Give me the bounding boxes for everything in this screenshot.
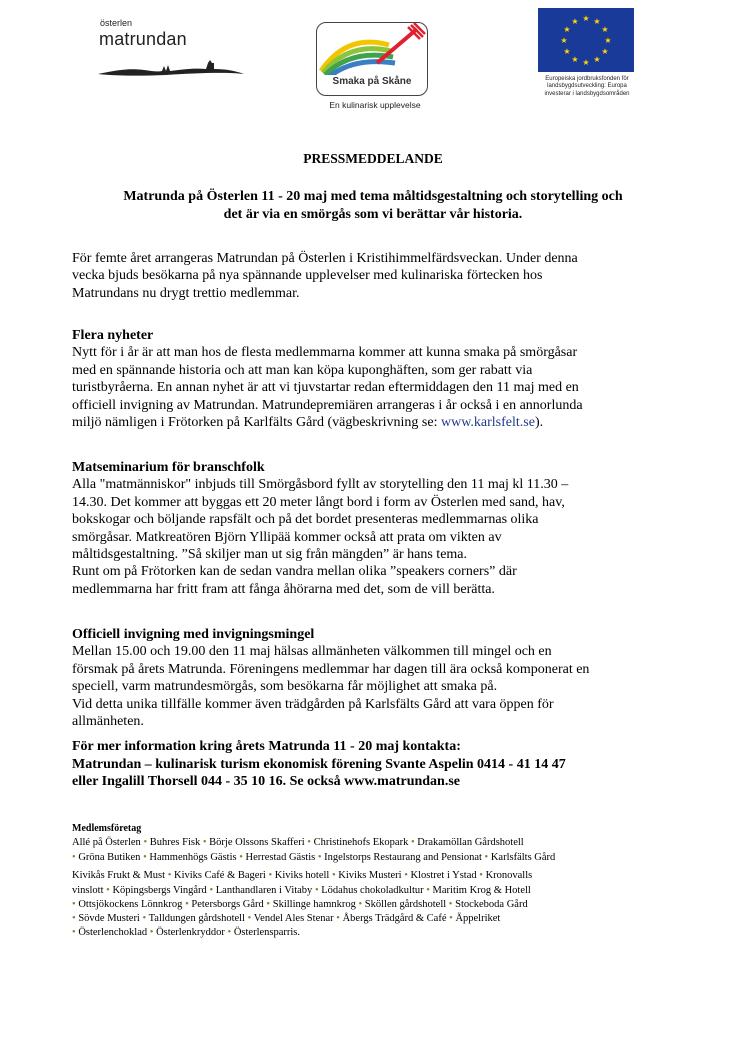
svg-text:★: ★	[560, 36, 568, 45]
headline-line: Matrunda på Österlen 11 - 20 maj med tema måltidsgestaltning och storytelling och	[123, 189, 623, 204]
bullet-separator: •	[423, 885, 433, 896]
logo-smaka-pa-skane	[310, 14, 440, 110]
logo-smaka-frame	[316, 22, 428, 96]
section-line: Mellan 15.00 och 19.00 den 11 maj hälsas allmänheten välkommen till mingel och en	[72, 644, 552, 660]
member-name: Österlensparris.	[233, 927, 301, 938]
member-name: Petersborgs Gård	[191, 899, 264, 910]
bullet-separator: •	[72, 913, 79, 924]
logo-smaka-brand: Smaka på Skåne	[332, 76, 412, 87]
section-line-text: miljö nämligen i Frötorken på Karlfälts Gård (vägbeskrivning se:	[72, 415, 441, 431]
section-line: smörgåsar. Matkreatören Björn Yllipää kommer också att prata om vikten av	[72, 529, 502, 545]
member-name: Maritim Krog & Hotell	[432, 885, 531, 896]
member-name: Lanthandlaren i Vitaby	[215, 885, 313, 896]
headline-line: det är via en smörgås som vi berättar vår historia.	[223, 206, 523, 222]
section-line: turistbyråerna. En annan nyhet är att vi tjuvstartar redan eftermiddagen den 11 maj med en	[72, 380, 579, 396]
member-name: Äppelriket	[455, 913, 501, 924]
bullet-separator: •	[304, 837, 314, 848]
members-line	[72, 898, 528, 911]
logo-eu	[534, 8, 644, 100]
section-line: måltidsgestaltning. ”Så skiljer man ut sig från mängden” är hans tema.	[72, 547, 468, 563]
member-name: Drakamöllan Gårdshotell	[417, 837, 524, 848]
member-name: Österlenkryddor	[156, 927, 225, 938]
bullet-separator: •	[139, 913, 149, 924]
member-name: Karlsfälts Gård	[490, 852, 556, 863]
member-name: Österlenchoklad	[78, 927, 148, 938]
bullet-separator: •	[236, 852, 246, 863]
member-name: Åbergs Trädgård & Café	[342, 913, 447, 924]
svg-text:★: ★	[582, 58, 590, 67]
member-name: Börje Olssons Skafferi	[209, 837, 305, 848]
eu-caption-line: Europeiska jordbruksfonden för	[545, 76, 629, 82]
member-name: Sövde Musteri	[78, 913, 140, 924]
members-line	[72, 851, 555, 864]
bullet-separator: •	[244, 913, 254, 924]
eu-caption-line: investerar i landsbygdsområden	[544, 90, 630, 97]
section-line: Alla "matmänniskor" inbjuds till Smörgåsbord fyllt av storytelling den 11 maj kl 11.30 –	[72, 477, 569, 493]
section-line: Runt om på Frötorken kan de sedan vandra mellan olika ”speakers corners” där	[72, 564, 517, 580]
member-name: Christinehofs Ekopark	[313, 837, 409, 848]
eu-flag-icon	[538, 8, 634, 72]
member-name: Hammenhögs Gästis	[149, 852, 237, 863]
section-line-text: ).	[534, 415, 544, 431]
members-line	[72, 926, 300, 939]
section-line: medlemmarna har fritt fram att fånga åhörarna med det, som de vill berätta.	[72, 581, 495, 597]
member-name: Stockeboda Gård	[455, 899, 528, 910]
eu-caption-line: landsbygdsutveckling: Europa	[547, 83, 627, 90]
bullet-separator: •	[446, 913, 456, 924]
member-name: vinslott	[72, 885, 104, 896]
bullet-separator: •	[224, 927, 234, 938]
bullet-separator: •	[312, 885, 322, 896]
members-line	[72, 912, 500, 925]
contact-info	[72, 738, 692, 791]
members-line	[72, 869, 532, 882]
eu-stars-icon	[538, 8, 634, 72]
bullet-separator: •	[401, 870, 411, 881]
section-heading: Matseminarium för branschfolk	[72, 460, 265, 475]
member-name: Herrestad Gästis	[245, 852, 316, 863]
svg-text:★: ★	[604, 36, 612, 45]
section-flera-nyheter	[72, 327, 682, 431]
logo-matrundan-text: matrundan	[99, 29, 187, 49]
bullet-separator: •	[206, 885, 216, 896]
bullet-separator: •	[140, 852, 150, 863]
svg-text:★: ★	[593, 17, 601, 26]
bullet-separator: •	[103, 885, 113, 896]
bullet-separator: •	[147, 927, 157, 938]
svg-text:★: ★	[601, 47, 609, 56]
member-name: Kivikås Frukt & Must	[72, 870, 166, 881]
section-line: 14.30. Det kommer att byggas ett 20 meter långt bord i form av Österlen med sand, hav,	[72, 494, 565, 510]
bullet-separator: •	[265, 870, 275, 881]
contact-line: För mer information kring årets Matrunda 11 - 20 maj kontakta:	[72, 739, 461, 754]
bullet-separator: •	[315, 852, 325, 863]
member-name: Ingelstorps Restaurang and Pensionat	[324, 852, 482, 863]
section-heading: Officiell invigning med invigningsmingel	[72, 627, 315, 642]
bullet-separator: •	[355, 899, 365, 910]
bullet-separator: •	[333, 913, 343, 924]
bullet-separator: •	[329, 870, 339, 881]
section-line: med en spännande historia och att man kan köpa kuponghäften, som ger rabatt via	[72, 362, 533, 378]
intro-line: vecka bjuds besökarna på nya spännande upplevelser med kulinariska förtecken hos	[72, 268, 543, 284]
svg-text:★: ★	[571, 55, 579, 64]
section-officiell-invigning	[72, 626, 682, 730]
bullet-separator: •	[263, 899, 273, 910]
svg-text:★: ★	[582, 14, 590, 23]
bullet-separator: •	[182, 899, 192, 910]
section-line: försmak på årets Matrunda. Föreningens medlemmar har dagen till ära också komponerat en	[72, 661, 590, 677]
contact-line: eller Ingalill Thorsell 044 - 35 10 16. Se också www.matrundan.se	[72, 774, 461, 790]
bullet-separator: •	[446, 899, 456, 910]
member-name: Skillinge hamnkrog	[272, 899, 356, 910]
logo-matrundan	[96, 16, 246, 82]
section-line: speciell, varm matrundesmörgås, som besökarna får möjlighet att smaka på.	[72, 679, 498, 695]
member-name: Köpingsbergs Vingård	[112, 885, 207, 896]
section-line: officiell invigning av Matrundan. Matrundepremiären arrangeras i år också i en annorlunda	[72, 397, 583, 413]
intro-line: För femte året arrangeras Matrundan på Österlen i Kristihimmelfärdsveckan. Under denna	[72, 251, 578, 266]
bullet-separator: •	[476, 870, 486, 881]
press-release-label: PRESSMEDDELANDE	[303, 151, 443, 166]
svg-text:★: ★	[571, 17, 579, 26]
svg-text:★: ★	[601, 25, 609, 34]
svg-text:★: ★	[563, 25, 571, 34]
colorful-fields-fork-icon	[317, 23, 427, 75]
member-name: Allé på Österlen	[72, 837, 141, 848]
member-name: Kiviks hotell	[274, 870, 330, 881]
section-line: Nytt för i år är att man hos de flesta medlemmarna kommer att kunna smaka på smörgåsar	[72, 345, 578, 361]
section-heading: Flera nyheter	[72, 328, 154, 343]
members-title: Medlemsföretag	[72, 823, 142, 834]
bullet-separator: •	[140, 837, 150, 848]
members-line	[72, 836, 524, 849]
svg-text:★: ★	[593, 55, 601, 64]
member-name: Lödahus chokoladkultur	[321, 885, 424, 896]
headline	[72, 188, 674, 223]
section-line	[72, 414, 682, 431]
logo-matrundan-small-text: österlen	[100, 18, 133, 28]
section-line: Vid detta unika tillfälle kommer även trädgården på Karlsfälts Gård att vara öppen för	[72, 696, 554, 712]
bullet-separator: •	[200, 837, 210, 848]
landscape-silhouette-icon	[96, 54, 246, 82]
bullet-separator: •	[72, 899, 79, 910]
bullet-separator: •	[72, 852, 79, 863]
karlsfelt-link[interactable]: www.karlsfelt.se	[440, 415, 535, 431]
section-line: bokskogar och böljande rapsfält och på det bordet presenteras medlemmarnas olika	[72, 512, 539, 528]
intro-paragraph	[72, 250, 682, 302]
bullet-separator: •	[408, 837, 418, 848]
contact-line: Matrundan – kulinarisk turism ekonomisk förening Svante Aspelin 0414 - 41 14 47	[72, 756, 566, 772]
member-name: Talldungen gårdshotell	[148, 913, 245, 924]
section-matseminarium	[72, 459, 682, 598]
section-line: allmänheten.	[72, 714, 144, 730]
svg-text:★: ★	[563, 47, 571, 56]
member-name: Sköllen gårdshotell	[364, 899, 447, 910]
member-name: Kronovalls	[485, 870, 533, 881]
bullet-separator: •	[165, 870, 174, 881]
intro-line: Matrundans nu drygt trettio medlemmar.	[72, 285, 300, 301]
member-name: Kiviks Musteri	[338, 870, 402, 881]
bullet-separator: •	[72, 927, 79, 938]
bullet-separator: •	[481, 852, 491, 863]
logo-smaka-tagline: En kulinarisk upplevelse	[329, 100, 421, 110]
member-name: Kiviks Café & Bageri	[174, 870, 266, 881]
member-name: Gröna Butiken	[78, 852, 141, 863]
member-name: Buhres Fisk	[149, 837, 201, 848]
member-name: Vendel Ales Stenar	[253, 913, 334, 924]
member-name: Klostret i Ystad	[410, 870, 477, 881]
members-line	[72, 884, 531, 897]
member-name: Ottsjökockens Lönnkrog	[78, 899, 183, 910]
eu-caption	[534, 76, 640, 98]
